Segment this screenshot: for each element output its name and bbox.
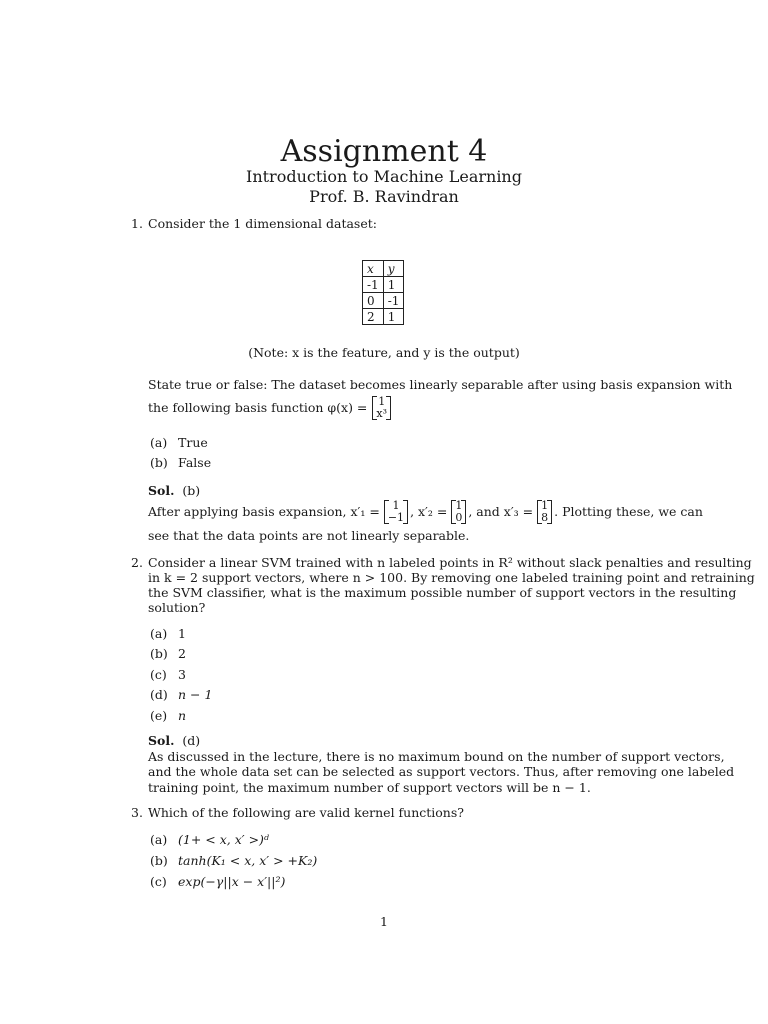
option-label: (a) [150, 435, 168, 450]
option-text: n [178, 708, 187, 723]
option-text: tanh(K₁ < x, x′ > +K₂) [178, 853, 318, 868]
option-text: True [178, 435, 208, 450]
q1-solution-line2: see that the data points are not linearly separable. [148, 528, 470, 543]
q1-solution-header [148, 483, 200, 499]
page-number: 1 [380, 914, 388, 929]
option-label: (c) [150, 874, 167, 889]
q1-number: 1. [131, 216, 143, 231]
q2-option-a [150, 626, 186, 642]
table-cell: 1 [383, 277, 404, 293]
dataset-table-wrap [362, 260, 404, 325]
option-text: 1 [178, 626, 186, 641]
phi-top: 1 [378, 395, 386, 408]
q1-solution-line1 [148, 500, 703, 524]
page-title: Assignment 4 [280, 134, 488, 169]
option-label: (a) [150, 626, 168, 641]
sol-text: , x′₂ = [410, 504, 448, 519]
q1-option-b [150, 455, 211, 471]
vec-top: 1 [392, 499, 400, 512]
q1-statement-line1: State true or false: The dataset becomes linearly separable after using basis expansion with [148, 377, 733, 392]
table-cell: 1 [383, 309, 404, 325]
table-row [363, 309, 404, 325]
q2-prompt-line4: solution? [148, 600, 206, 615]
sol-answer: (b) [182, 483, 201, 498]
q2-option-b [150, 646, 186, 662]
q1-prompt: Consider the 1 dimensional dataset: [148, 216, 377, 231]
q2-prompt-line2: in k = 2 support vectors, where n > 100. By removing one labeled training point and retraining [148, 570, 755, 585]
vector-x2 [451, 500, 466, 524]
q2-prompt-line1: Consider a linear SVM trained with n labeled points in R² without slack penalties and resulting [148, 555, 752, 570]
q1-statement-text: the following basis function φ(x) = [148, 400, 368, 415]
sol-text: , and x′₃ = [468, 504, 534, 519]
table-cell: 0 [363, 293, 384, 309]
table-row [363, 293, 404, 309]
table-row [363, 277, 404, 293]
vector-x1 [384, 500, 408, 524]
option-text: exp(−γ||x − x′||²) [178, 874, 286, 889]
option-text: 2 [178, 646, 186, 661]
q1-note: (Note: x is the feature, and y is the output) [248, 345, 520, 360]
course-subtitle: Introduction to Machine Learning [246, 167, 522, 186]
q2-option-e [150, 708, 186, 724]
author-name: Prof. B. Ravindran [309, 187, 459, 206]
option-text: 3 [178, 667, 186, 682]
q2-number: 2. [131, 555, 143, 570]
table-header-y: y [383, 261, 404, 277]
q2-solution-header [148, 733, 200, 749]
option-text: n − 1 [178, 687, 213, 702]
sol-text: After applying basis expansion, x′₁ = [148, 504, 380, 519]
sol-label: Sol. [148, 483, 175, 498]
q3-option-a [150, 832, 269, 848]
option-label: (a) [150, 832, 168, 847]
vec-bottom: 0 [455, 511, 463, 524]
option-text: (1+ < x, x′ >)ᵈ [178, 832, 269, 847]
q1-option-a [150, 435, 208, 451]
phi-vector [372, 396, 391, 420]
q2-solution-line1: As discussed in the lecture, there is no maximum bound on the number of support vectors, [148, 749, 725, 764]
option-label: (b) [150, 646, 168, 661]
table-cell: -1 [363, 277, 384, 293]
q2-prompt-line3: the SVM classifier, what is the maximum possible number of support vectors in the resulting [148, 585, 737, 600]
q1-statement-line2 [148, 396, 393, 420]
sol-text: . Plotting these, we can [554, 504, 703, 519]
q3-number: 3. [131, 805, 143, 820]
q3-option-c [150, 874, 285, 890]
option-label: (d) [150, 687, 168, 702]
vec-bottom: −1 [387, 511, 405, 524]
option-label: (c) [150, 667, 167, 682]
q2-solution-line2: and the whole data set can be selected as support vectors. Thus, after removing one labeled [148, 764, 735, 779]
vector-x3 [537, 500, 552, 524]
q3-option-b [150, 853, 317, 869]
q2-option-c [150, 667, 186, 683]
vec-top: 1 [455, 499, 463, 512]
q2-solution-line3: training point, the maximum number of support vectors will be n − 1. [148, 780, 591, 795]
option-label: (b) [150, 455, 168, 470]
sol-answer: (d) [182, 733, 201, 748]
vec-bottom: 8 [541, 511, 549, 524]
vec-top: 1 [541, 499, 549, 512]
table-cell: -1 [383, 293, 404, 309]
sol-label: Sol. [148, 733, 175, 748]
option-label: (b) [150, 853, 168, 868]
table-cell: 2 [363, 309, 384, 325]
dataset-table [362, 260, 404, 325]
option-label: (e) [150, 708, 168, 723]
table-header-x: x [363, 261, 384, 277]
q3-prompt: Which of the following are valid kernel functions? [148, 805, 464, 820]
phi-bottom: x³ [376, 407, 388, 420]
option-text: False [178, 455, 212, 470]
q2-option-d [150, 687, 212, 703]
